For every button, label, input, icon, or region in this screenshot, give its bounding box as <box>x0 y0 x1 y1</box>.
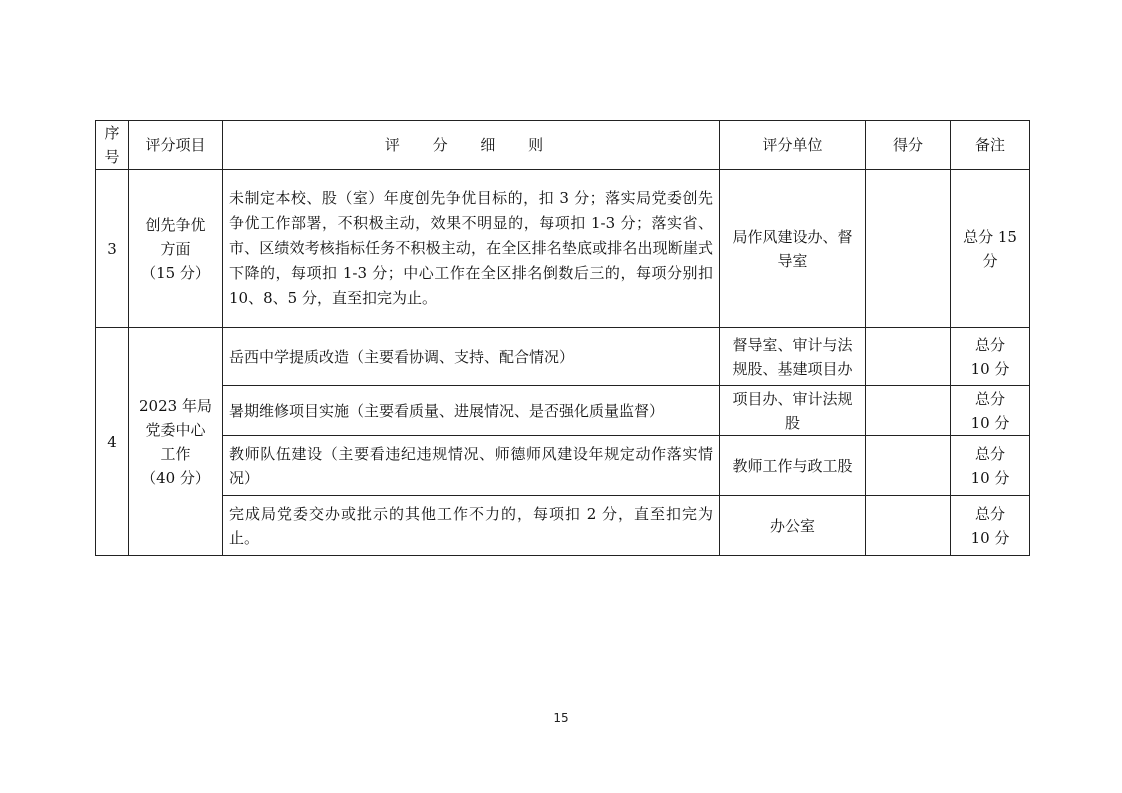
row-score <box>866 170 951 328</box>
subrow-rule: 教师队伍建设（主要看违纪违规情况、师德师风建设年规定动作落实情况） <box>223 436 720 496</box>
row-item: 创先争优 方面 （15 分） <box>129 170 223 328</box>
row-seq: 3 <box>96 170 129 328</box>
subrow-score <box>866 386 951 436</box>
subrow-remark: 总分 10 分 <box>951 386 1030 436</box>
table-row <box>96 328 1030 386</box>
subrow-score <box>866 328 951 386</box>
subrow-score <box>866 436 951 496</box>
row-seq: 4 <box>96 328 129 556</box>
table-row <box>96 496 1030 556</box>
table-row <box>96 386 1030 436</box>
score-table <box>95 120 1030 556</box>
subrow-unit: 项目办、审计法规 股 <box>720 386 866 436</box>
subrow-rule: 岳西中学提质改造（主要看协调、支持、配合情况） <box>223 328 720 386</box>
page-number: 15 <box>553 711 569 725</box>
header-row <box>96 121 1030 170</box>
header-unit: 评分单位 <box>720 121 866 170</box>
subrow-remark: 总分 10 分 <box>951 436 1030 496</box>
header-score: 得分 <box>866 121 951 170</box>
header-item: 评分项目 <box>129 121 223 170</box>
subrow-unit: 办公室 <box>720 496 866 556</box>
header-rules: 评 分 细 则 <box>223 121 720 170</box>
subrow-rule: 完成局党委交办或批示的其他工作不力的，每项扣 2 分，直至扣完为止。 <box>223 496 720 556</box>
subrow-score <box>866 496 951 556</box>
subrow-rule: 暑期维修项目实施（主要看质量、进展情况、是否强化质量监督） <box>223 386 720 436</box>
subrow-remark: 总分 10 分 <box>951 328 1030 386</box>
row-remark: 总分 15 分 <box>951 170 1030 328</box>
row-item: 2023 年局 党委中心 工作 （40 分） <box>129 328 223 556</box>
subrow-unit: 督导室、审计与法 规股、基建项目办 <box>720 328 866 386</box>
row-rule: 未制定本校、股（室）年度创先争优目标的，扣 3 分；落实局党委创先争优工作部署，不积极主动，效果不明显的，每项扣 1-3 分；落实省、市、区绩效考核指标任务不积极主动，在全区排名垫底或排名出现断崖式下降的，每项扣 1-3 分；中心工作在全区排名倒数后三的，每项分别扣 10、8、5 分，直至扣完为止。 <box>223 170 720 328</box>
header-remark: 备注 <box>951 121 1030 170</box>
table-row <box>96 436 1030 496</box>
row-unit: 局作风建设办、督 导室 <box>720 170 866 328</box>
subrow-remark: 总分 10 分 <box>951 496 1030 556</box>
table-row <box>96 170 1030 328</box>
header-seq: 序 号 <box>96 121 129 170</box>
subrow-unit: 教师工作与政工股 <box>720 436 866 496</box>
